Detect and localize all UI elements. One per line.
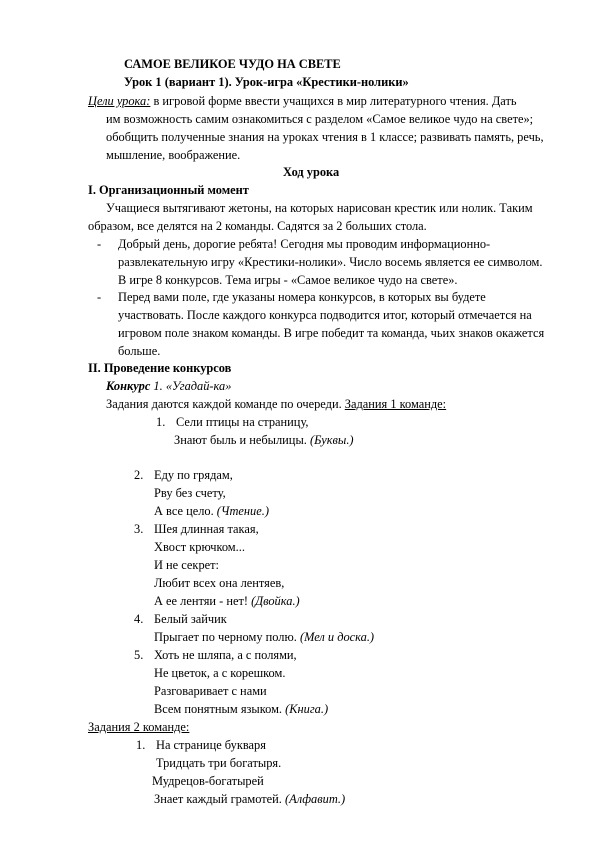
riddle-5-line-3: Разговаривает с нами xyxy=(154,684,267,698)
lesson-subtitle: Урок 1 (вариант 1). Урок-игра «Крестики-нолики» xyxy=(124,75,409,89)
riddle-2-line-2: Рву без счету, xyxy=(154,486,226,500)
riddle-answer: (Мел и доска.) xyxy=(299,630,375,644)
tasks-intro: Задания даются каждой команде по очереди. xyxy=(106,397,345,411)
goals-line-4: мышление, воображение. xyxy=(106,148,241,162)
riddle-text: А все цело. xyxy=(154,504,217,518)
tasks-team-2-heading: Задания 2 команде: xyxy=(88,720,190,734)
team2-riddle-line-2: Тридцать три богатыря. xyxy=(156,756,282,770)
s1-paragraph-line-1: Учащиеся вытягивают жетоны, на которых нарисован крестик или нолик. Таким xyxy=(106,201,533,215)
s1-bullet-2-line-1: Перед вами поле, где указаны номера конкурсов, в которых вы будете xyxy=(118,290,486,304)
riddle-answer: (Буквы.) xyxy=(309,433,354,447)
riddle-4-line-2 xyxy=(154,629,374,647)
riddle-answer: (Книга.) xyxy=(285,702,329,716)
page-title: САМОЕ ВЕЛИКОЕ ЧУДО НА СВЕТЕ xyxy=(124,57,341,71)
s1-bullet-2-line-3: игровом поле знаком команды. В игре победит та команда, чьих знаков окажется xyxy=(118,326,545,340)
s1-bullet-2-line-2: участвовать. После каждого конкурса подводится итог, который отмечается на xyxy=(118,308,532,322)
goals-label: Цели урока: xyxy=(88,94,151,108)
team2-riddle-line-3: Мудрецов-богатырей xyxy=(152,774,264,788)
s1-bullet-2-line-4: больше. xyxy=(118,344,161,358)
riddle-number: 1. xyxy=(136,738,146,752)
riddle-3-line-5 xyxy=(154,593,300,611)
riddle-2-line-3 xyxy=(154,503,269,521)
riddle-number: 4. xyxy=(134,612,144,626)
riddle-text: Знают быль и небылицы. xyxy=(174,433,310,447)
contest-name: 1. «Угадай-ка» xyxy=(150,379,232,393)
s1-bullet-1-line-1: Добрый день, дорогие ребята! Сегодня мы проводим информационно- xyxy=(118,237,491,251)
s1-bullet-1-line-2: развлекательную игру «Крестики-нолики». Число восемь является ее символом. xyxy=(118,255,543,269)
goals-line-1 xyxy=(88,93,517,111)
team2-riddle-line-1: На странице букваря xyxy=(156,738,266,752)
goals-line-3: обобщить полученные знания на уроках чтения в 1 классе; развивать память, речь, xyxy=(106,130,544,144)
riddle-5-line-1: Хоть не шляпа, а с полями, xyxy=(154,648,297,662)
riddle-text: Знает каждый грамотей. xyxy=(154,792,285,806)
s1-bullet-1-line-3: В игре 8 конкурсов. Тема игры - «Самое великое чудо на свете». xyxy=(118,273,458,287)
riddle-number: 5. xyxy=(134,648,144,662)
tasks-team-1-heading: Задания 1 команде: xyxy=(344,397,447,411)
riddle-3-line-1: Шея длинная такая, xyxy=(154,522,259,536)
riddle-text: А ее лентяи - нет! xyxy=(154,594,252,608)
s1-paragraph-line-2: образом, все делятся на 2 команды. Садятся за 2 больших стола. xyxy=(88,219,427,233)
section-1-heading: I. Организационный момент xyxy=(88,183,249,197)
bullet-dash: - xyxy=(97,290,102,304)
riddle-3-line-3: И не секрет: xyxy=(154,558,219,572)
riddle-2-line-1: Еду по грядам, xyxy=(154,468,233,482)
riddle-5-line-4 xyxy=(154,701,328,719)
riddle-5-line-2: Не цветок, а с корешком. xyxy=(154,666,286,680)
riddle-4-line-1: Белый зайчик xyxy=(154,612,227,626)
riddle-3-line-2: Хвост крючком... xyxy=(154,540,245,554)
goals-line-2: им возможность самим ознакомиться с разделом «Самое великое чудо на свете»; xyxy=(106,112,534,126)
section-2-heading: II. Проведение конкурсов xyxy=(88,361,232,375)
contest-label: Конкурс xyxy=(106,379,151,393)
riddle-1-line-1: Сели птицы на страницу, xyxy=(176,415,309,429)
riddle-answer: (Чтение.) xyxy=(216,504,269,518)
tasks-intro-line xyxy=(106,396,446,414)
riddle-text: Прыгает по черному полю. xyxy=(154,630,300,644)
goals-text-1: в игровой форме ввести учащихся в мир литературного чтения. Дать xyxy=(150,94,517,108)
course-heading: Ход урока xyxy=(283,165,340,179)
riddle-number: 1. xyxy=(156,415,166,429)
riddle-3-line-4: Любит всех она лентяев, xyxy=(154,576,285,590)
bullet-dash: - xyxy=(97,237,102,251)
riddle-answer: (Алфавит.) xyxy=(285,792,346,806)
riddle-answer: (Двойка.) xyxy=(251,594,300,608)
riddle-text: Всем понятным языком. xyxy=(154,702,286,716)
contest-heading xyxy=(106,378,231,396)
riddle-number: 3. xyxy=(134,522,144,536)
riddle-1-line-2 xyxy=(174,432,354,450)
team2-riddle-line-4 xyxy=(154,791,345,809)
riddle-number: 2. xyxy=(134,468,144,482)
